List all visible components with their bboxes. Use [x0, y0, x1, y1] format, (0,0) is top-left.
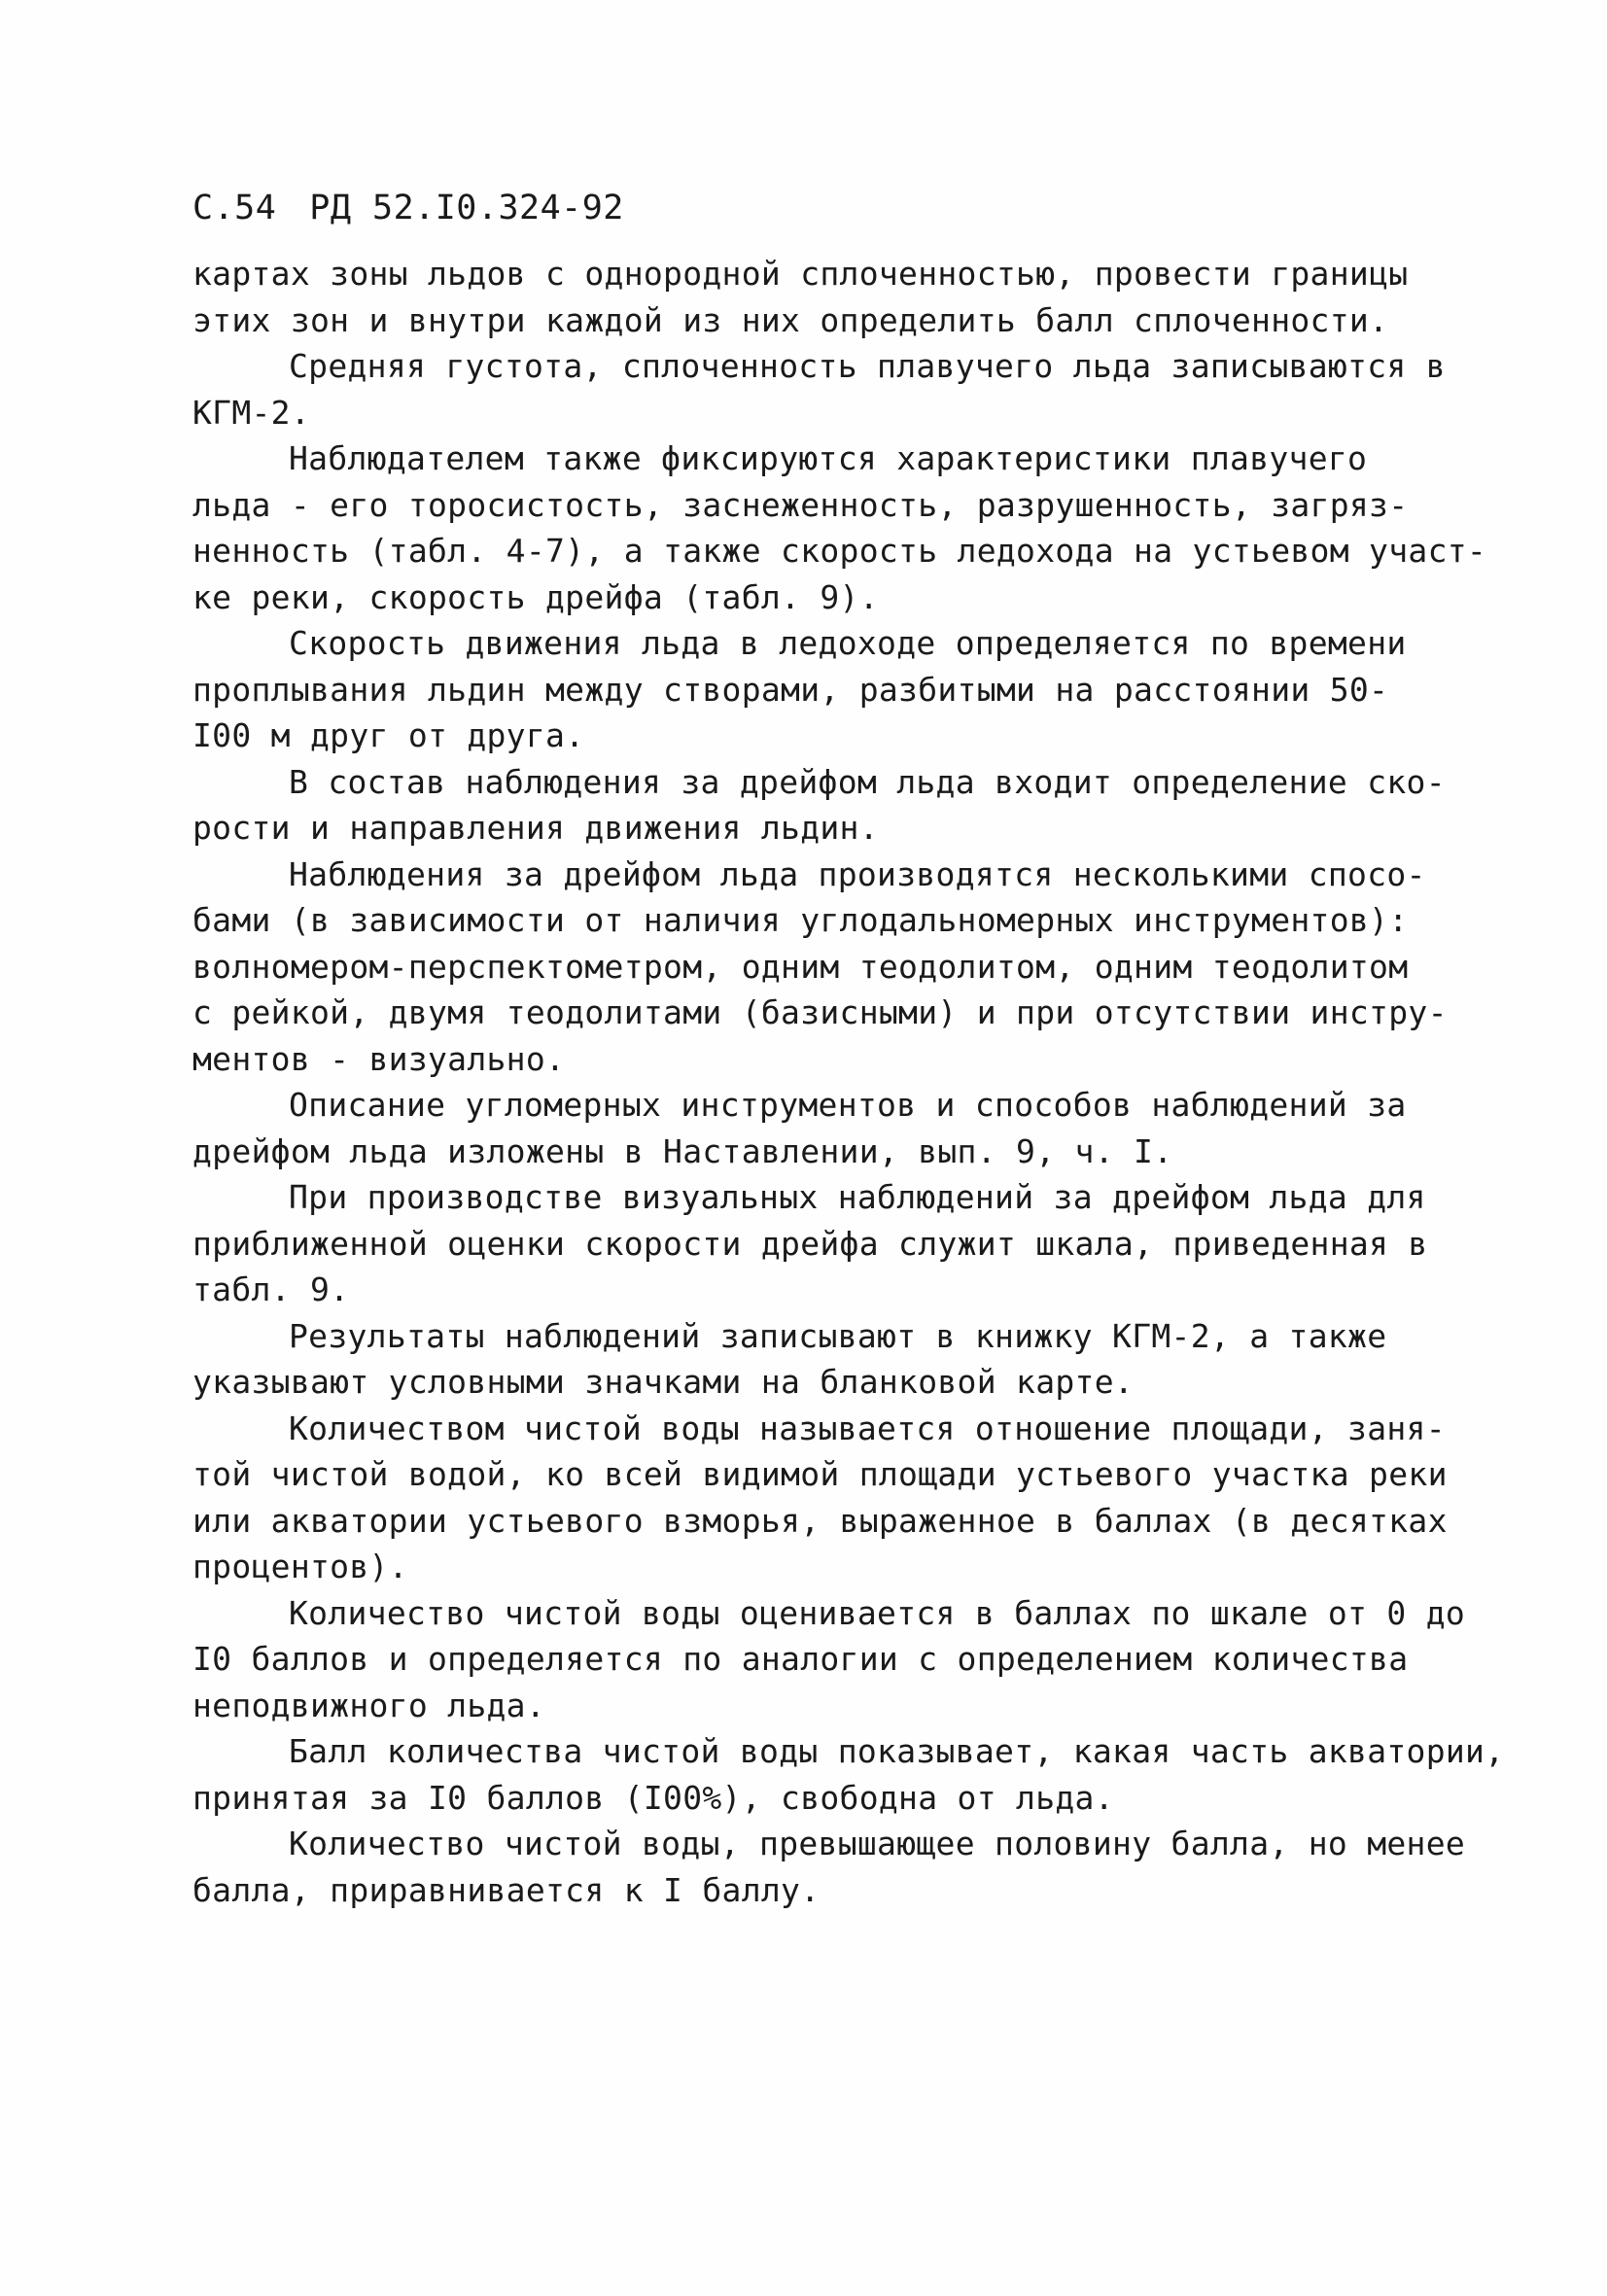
text-line: ненность (табл. 4-7), а также скорость ледохода на устьевом участ-	[192, 532, 1487, 570]
text-line: I0 баллов и определяется по аналогии с определением количества	[192, 1640, 1409, 1678]
text-line: Количество чистой воды, превышающее половину балла, но менее	[289, 1825, 1466, 1862]
text-line: проплывания льдин между створами, разбитыми на расстоянии 50-	[192, 670, 1389, 709]
text-line: I00 м друг от друга.	[192, 716, 585, 754]
text-line: При производстве визуальных наблюдений за дрейфом льда для	[289, 1178, 1426, 1216]
page-number: С.54	[192, 189, 277, 227]
body-text	[192, 251, 1505, 1913]
text-line: Описание угломерных инструментов и способов наблюдений за	[289, 1086, 1407, 1124]
text-line: принятая за I0 баллов (I00%), свободна от льда.	[192, 1778, 1114, 1817]
text-line: картах зоны льдов с однородной сплоченностью, провести границы	[192, 255, 1409, 293]
text-line: рости и направления движения льдин.	[192, 809, 879, 847]
text-line: Результаты наблюдений записывают в книжку КГМ-2, а также	[289, 1316, 1387, 1355]
text-line: бами (в зависимости от наличия углодальномерных инструментов):	[192, 901, 1409, 939]
text-line: льда - его торосистость, заснеженность, разрушенность, загряз-	[192, 485, 1409, 524]
text-line: с рейкой, двумя теодолитами (базисными) и при отсутствии инстру-	[192, 993, 1448, 1031]
text-line: волномером-перспектометром, одним теодолитом, одним теодолитом	[192, 947, 1409, 986]
document-code: РД 52.I0.324-92	[309, 189, 624, 227]
text-line: указывают условными значками на бланковой карте.	[192, 1363, 1135, 1401]
text-line: ментов - визуально.	[192, 1039, 566, 1078]
text-line: В состав наблюдения за дрейфом льда входит определение ско-	[289, 762, 1446, 801]
text-line: той чистой водой, ко всей видимой площади устьевого участка реки	[192, 1455, 1448, 1493]
text-line: ке реки, скорость дрейфа (табл. 9).	[192, 577, 879, 616]
text-line: дрейфом льда изложены в Наставлении, вып. 9, ч. I.	[192, 1131, 1173, 1170]
page-header	[192, 187, 624, 229]
text-line: Балл количества чистой воды показывает, какая часть акватории,	[289, 1732, 1505, 1770]
text-line: или акватории устьевого взморья, выраженное в баллах (в десятках	[192, 1501, 1448, 1540]
text-line: КГМ-2.	[192, 393, 311, 432]
text-line: Средняя густота, сплоченность плавучего льда записываются в	[289, 347, 1446, 385]
text-line: балла, приравнивается к I баллу.	[192, 1870, 821, 1909]
text-line: Количеством чистой воды называется отношение площади, заня-	[289, 1409, 1446, 1447]
text-line: этих зон и внутри каждой из них определить балл сплоченности.	[192, 300, 1389, 339]
text-line: приближенной оценки скорости дрейфа служит шкала, приведенная в	[192, 1224, 1428, 1263]
text-line: Наблюдения за дрейфом льда производятся несколькими спосо-	[289, 854, 1426, 893]
text-line: неподвижного льда.	[192, 1686, 546, 1724]
text-line: Наблюдателем также фиксируются характеристики плавучего	[289, 439, 1368, 477]
text-line: процентов).	[192, 1548, 408, 1585]
text-line: Скорость движения льда в ледоходе определяется по времени	[289, 624, 1407, 662]
text-line: Количество чистой воды оценивается в баллах по шкале от 0 до	[289, 1593, 1466, 1632]
text-line: табл. 9.	[192, 1270, 350, 1308]
